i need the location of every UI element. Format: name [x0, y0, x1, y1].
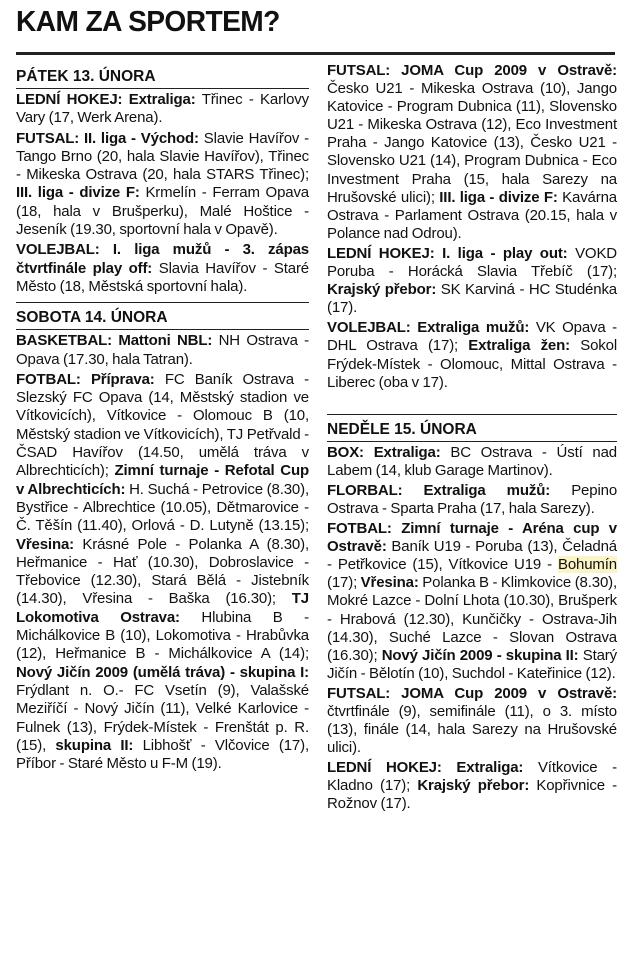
listing-text: Hlubina B - Michálkovice B (10), Lokomotiva - Hrabůvka (12), Heřmanice B - Michálkovice A (14); [16, 608, 309, 663]
sport-label: III. liga - divize F: [16, 184, 140, 202]
listing-text: Libhošť - Vlčovice (17), Příbor - Staré Město u F-M (19). [16, 736, 309, 773]
listing-text: BC Ostrava - Ústí nad Labem (14, klub Garage Martinov). [327, 443, 617, 479]
listing-text: Kopřivnice - Rožnov (17). [327, 777, 617, 813]
section-divider [327, 414, 617, 415]
section-divider [16, 302, 309, 303]
listing-text: Kavárna Ostrava - Parlament Ostrava (20.15, hala v Polance nad Odrou). [327, 188, 617, 242]
listing-text: Třinec - Karlovy Vary (17, Werk Arena). [16, 91, 309, 127]
title-divider [16, 52, 615, 55]
listing-saturday-fotbal [16, 371, 309, 774]
listing-saturday-volejbal [327, 319, 617, 391]
left-column [16, 62, 309, 775]
sport-label: TJ Lokomotiva Ostrava: [16, 590, 309, 626]
listing-text: Slavia Havířov - Staré Město (18, Městská sportovní hala). [16, 259, 309, 295]
listing-sunday-futsal [327, 685, 617, 757]
listing-text: Polanka B - Klimkovice (8.30), Mokré Lazce - Dolní Lhota (10.30), Brušperk - Hrabová (12.30), Kunčičky - Ostrava-Jih (14.30), Suché Lazce - Slovan Ostrava (16.30); [327, 574, 617, 664]
sport-label: LEDNÍ HOKEJ: Extraliga: [327, 759, 524, 777]
sport-label: BASKETBAL: Mattoni NBL: [16, 332, 213, 350]
listing-text: VK Opava - DHL Ostrava (17); [327, 319, 617, 355]
listing-text: Krmelín - Ferram Opava (18, hala v Brušperku), Malé Hoštice - Jeseník (19.30, sportovní hala v Opavě). [16, 184, 309, 239]
listing-friday-futsal [16, 130, 309, 240]
sport-label: FLORBAL: Extraliga mužů: [327, 481, 551, 499]
sport-label: Vřesina: [16, 535, 74, 553]
listing-text: Baník U19 - Poruba (13), Čeladná - Petřkovice (15), Vítkovice U19 - [327, 538, 617, 574]
day-heading-saturday: SOBOTA 14. ÚNORA [16, 308, 309, 330]
day-heading-sunday: NEDĚLE 15. ÚNORA [327, 420, 617, 442]
listing-text: H. Suchá - Petrovice (8.30), Bystřice - Albrechtice (10.05), Dětmarovice - Č. Těšín (11.40), Orlová - D. Lutyně (13.15); [16, 480, 309, 535]
listing-text: Krásné Pole - Polanka A (8.30), Heřmanice - Hať (10.30), Dobroslavice - Třebovice (12.30), Stará Bělá - Jistebník (14.30), Vřesina - Baška (16.30); [16, 535, 309, 608]
sport-label: FOTBAL: Zimní turnaje - Aréna cup v Ostravě: [327, 520, 617, 556]
sport-label: FUTSAL: JOMA Cup 2009 v Ostravě: [327, 684, 617, 702]
listing-sunday-florbal [327, 482, 617, 518]
listing-text: Starý Jičín - Bělotín (10), Suchdol - Kateřinice (12). [327, 646, 618, 682]
listing-sunday-fotbal [327, 520, 617, 683]
sport-label: BOX: Extraliga: [327, 443, 441, 461]
sport-label: Zimní turnaje - Refotal Cup v Albrechticích: [16, 462, 309, 498]
sport-label: Krajský přebor: [327, 281, 437, 299]
sport-label: Krajský přebor: [410, 777, 530, 795]
sport-label: FUTSAL: II. liga - Východ: [16, 129, 199, 147]
sport-label: Nový Jičín 2009 (umělá tráva) - skupina I: [16, 663, 309, 681]
listing-saturday-basketbal [16, 332, 309, 369]
day-heading-friday: PÁTEK 13. ÚNORA [16, 67, 309, 89]
listing-saturday-futsal [327, 62, 617, 243]
section-gap [327, 394, 617, 408]
sport-label: FUTSAL: JOMA Cup 2009 v Ostravě: [327, 62, 617, 79]
highlighted-team: Bohumín [558, 556, 617, 574]
listing-text: (17); [327, 574, 358, 592]
listing-text: SK Karviná - HC Studénka (17). [327, 281, 617, 317]
sport-label: LEDNÍ HOKEJ: I. liga - play out: [327, 244, 568, 262]
sport-label: FOTBAL: Příprava: [16, 370, 155, 388]
listing-text: FC Baník Ostrava - Slezský FC Opava (14, Městský stadion ve Vítkovicích), Vítkovice - Olomouc B (10, Městský stadion ve Vítkovicích), TJ Petřvald - ČSAD Havířov (14.50, umělá tráva v Albrechticích); [16, 370, 309, 480]
sport-label: VOLEJBAL: Extraliga mužů: [327, 319, 530, 337]
listing-text: čtvrtfinále (9), semifinále (11), o 3. místo (13), finále (14, hala Sarezy na Hrušovské ulici). [327, 703, 617, 757]
sport-label: Nový Jičín 2009 - skupina II: [377, 646, 579, 664]
listing-sunday-box [327, 444, 617, 480]
listing-text: Slavie Havířov - Tango Brno (20, hala Slavie Havířov), Třinec - Mikeska Ostrava (20, hala STARS Třinec); [16, 129, 309, 184]
listing-text: NH Ostrava - Opava (17.30, hala Tatran). [16, 332, 309, 368]
sport-label: skupina II: [46, 736, 134, 754]
listing-text: VOKD Poruba - Horácká Slavia Třebíč (17); [327, 244, 617, 281]
listing-friday-hokej [16, 91, 309, 128]
listing-text: Frýdlant n. O.- FC Vsetín (9), Valašské Meziříčí - Nový Jičín (11), Velké Karlovice - Fulnek (13), Frýdek-Místek - Frenštát p. R. (15), [16, 681, 309, 754]
right-column [327, 62, 617, 816]
sport-label: III. liga - divize F: [434, 188, 558, 206]
listing-text: Česko U21 - Mikeska Ostrava (10), Jango Katovice - Program Dubnica (11), Slovensko U21 - Mikeska Ostrava (12), Eco Investment Praha - Jango Katovice (13), Česko U21 - Slovensko U21 (14), Program Dubnica - Eco Investment Praha (15, hala Sarezy na Hrušovské ulici); [327, 80, 617, 206]
sport-label: VOLEJBAL: I. liga mužů - 3. zápas čtvrtfinále play off: [16, 241, 309, 277]
listing-text: Vítkovice - Kladno (17); [327, 759, 617, 795]
sport-label: Vřesina: [357, 574, 419, 592]
listing-text: Pepino Ostrava - Sparta Praha (17, hala Sarezy). [327, 481, 618, 517]
listing-saturday-hokej [327, 245, 617, 317]
listing-friday-volejbal [16, 241, 309, 296]
sport-label: LEDNÍ HOKEJ: Extraliga: [16, 91, 196, 108]
listing-sunday-hokej [327, 759, 617, 813]
page-title: KAM ZA SPORTEM? [16, 6, 280, 38]
listing-text: Sokol Frýdek-Místek - Olomouc, Mittal Ostrava - Liberec (oba v 17). [327, 337, 618, 391]
sport-label: Extraliga žen: [458, 337, 570, 355]
